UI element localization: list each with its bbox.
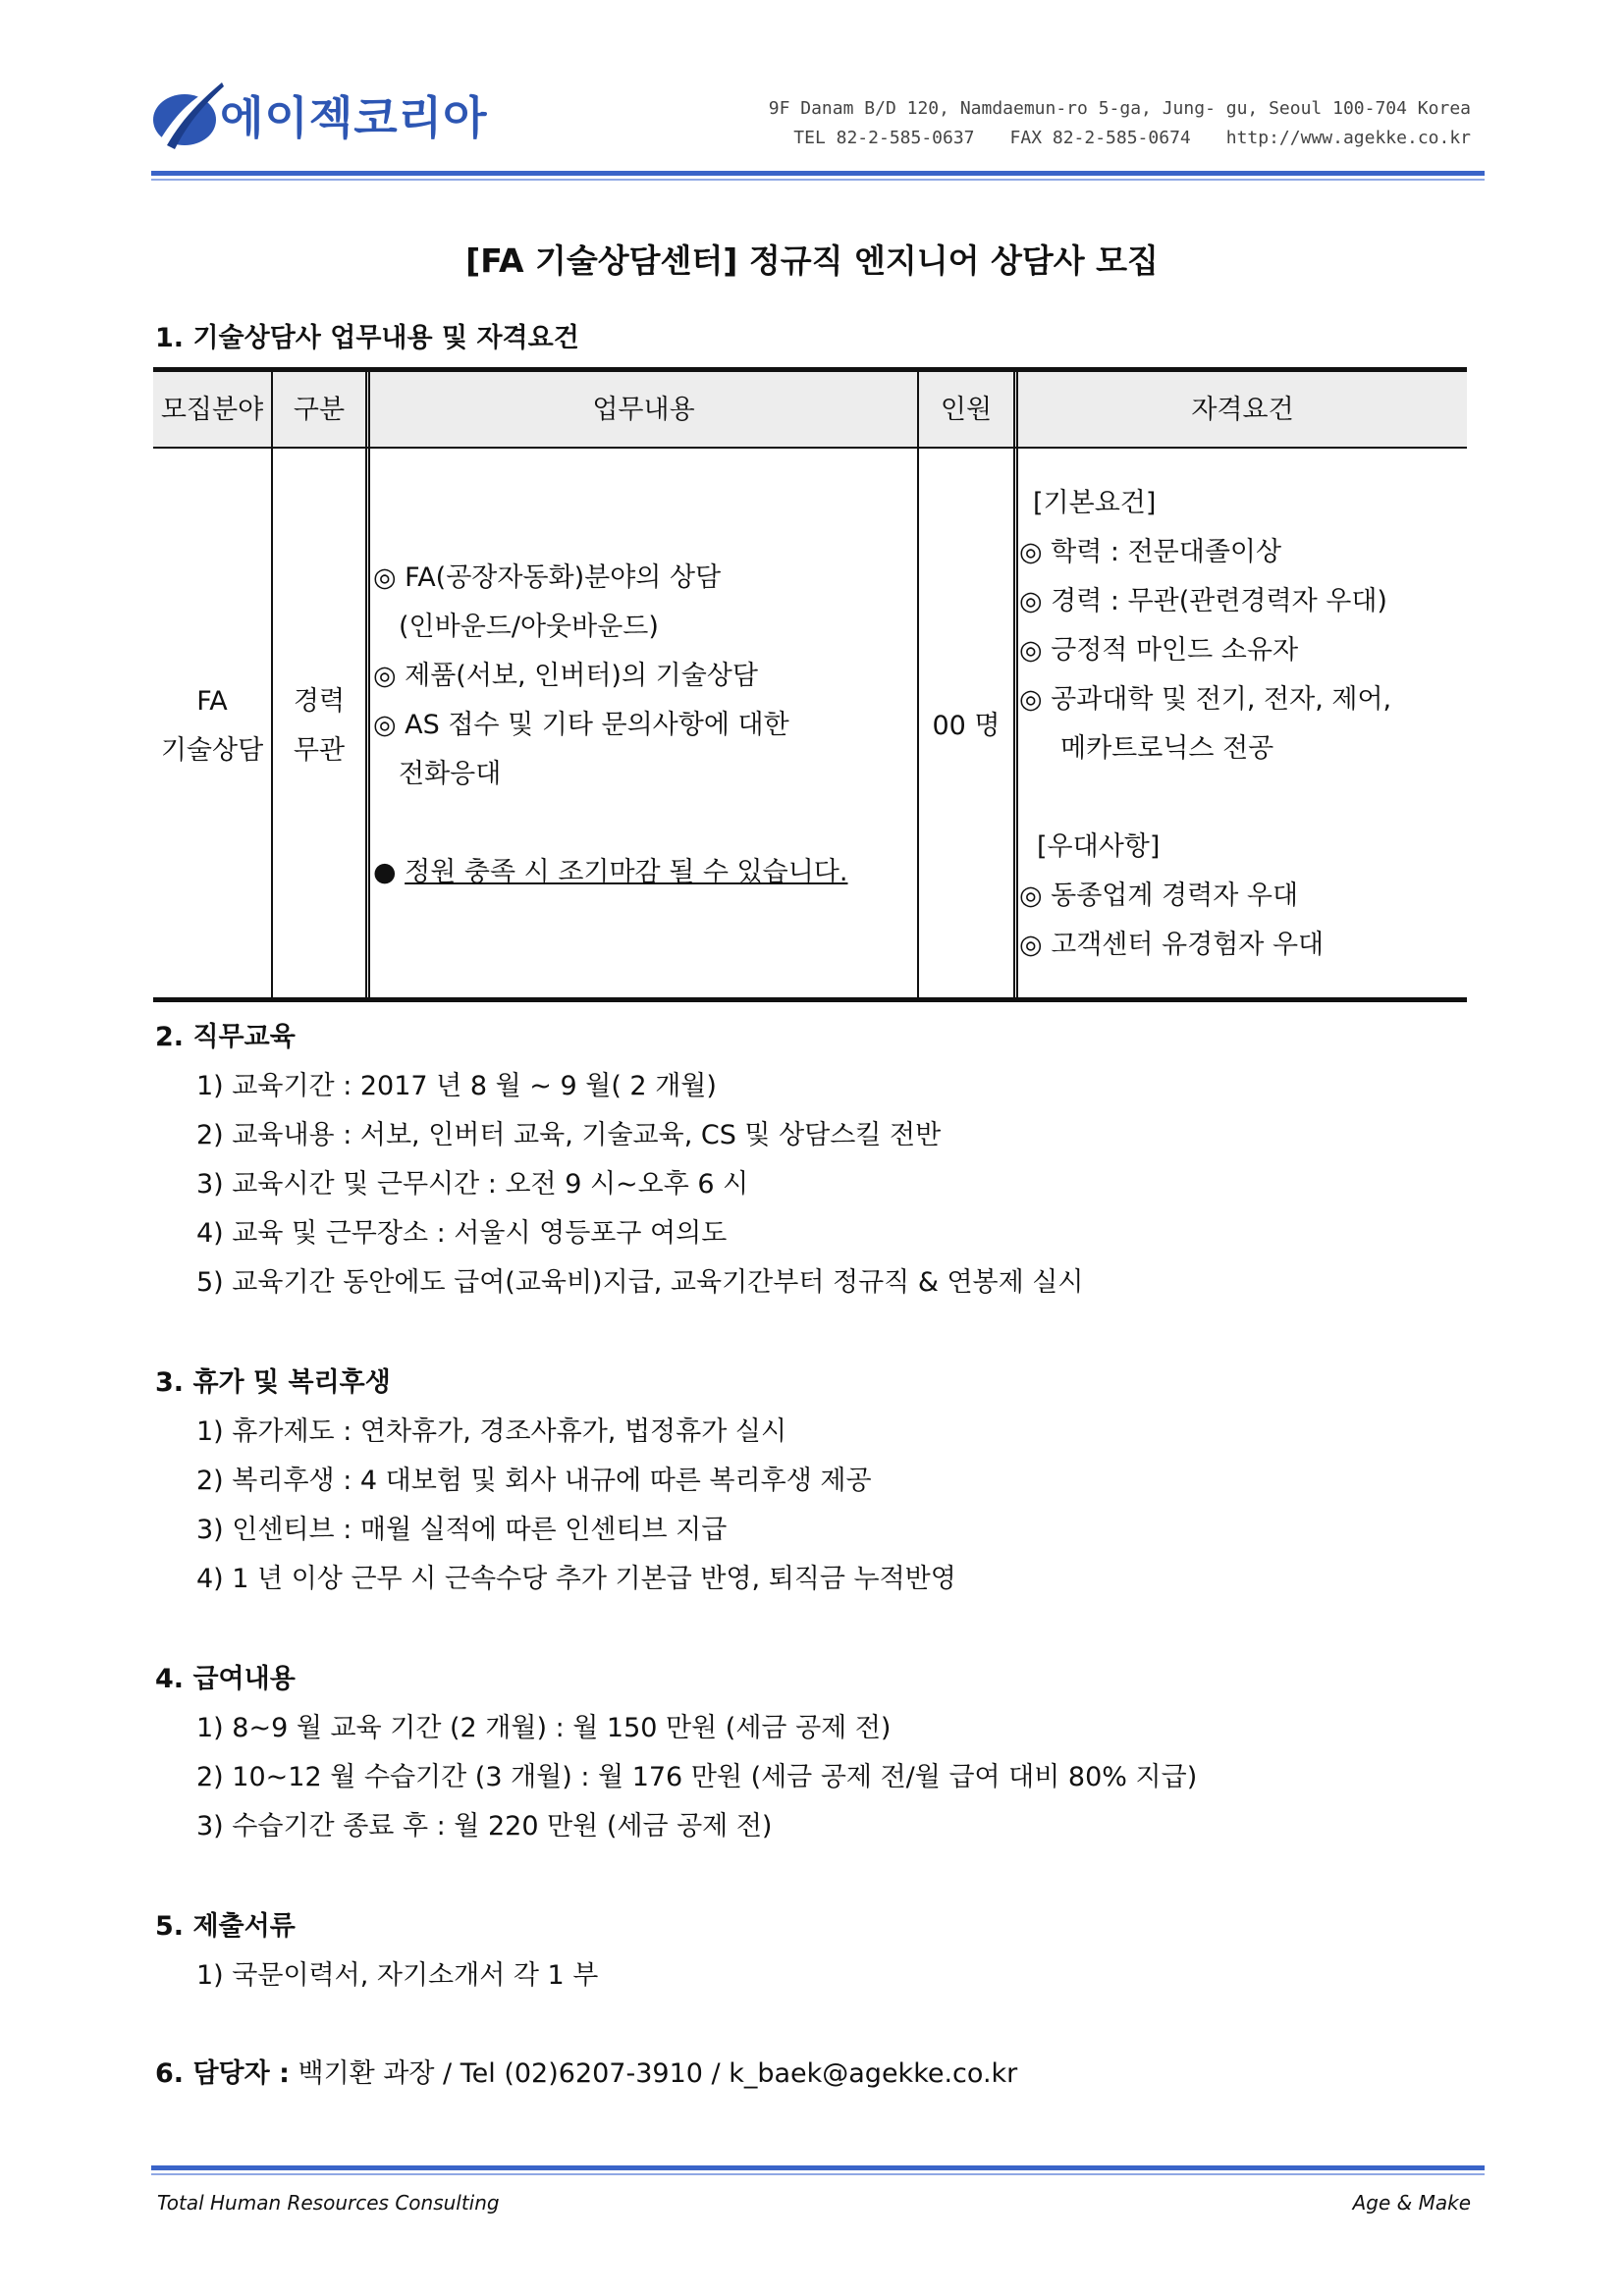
company-logo-mark [145,77,224,155]
duty-line: ◎ AS 접수 및 기타 문의사항에 대한 [373,710,789,740]
duty-line: ◎ 제품(서보, 인버터)의 기술상담 [373,661,758,691]
section5-heading: 5. 제출서류 [155,1911,296,1942]
section2-heading: 2. 직무교육 [155,1022,296,1052]
req-line: ◎ 긍정적 마인드 소유자 [1019,635,1299,666]
category-line: 무관 [293,735,346,766]
company-name: 에이젝코리아 [220,91,488,144]
pref-line: ◎ 동종업계 경력자 우대 [1019,881,1299,911]
col-header-headcount: 인원 [940,395,993,425]
list-item: 2) 10~12 월 수습기간 (3 개월) : 월 176 만원 (세금 공제 전/월 급여 대비 80% 지급) [196,1762,1198,1792]
contact-details: 백기환 과장 / Tel (02)6207-3910 / k_baek@agekke.co.kr [298,2058,1018,2089]
duty-line: ◎ FA(공장자동화)분야의 상담 [373,562,722,593]
list-item: 1) 휴가제도 : 연차휴가, 경조사휴가, 법정휴가 실시 [196,1416,787,1447]
cell-headcount: 00 명 [932,711,1001,741]
cell-requirements [1019,479,1465,970]
req-line: ◎ 공과대학 및 전기, 전자, 제어, [1019,684,1392,715]
list-item: 1) 교육기간 : 2017 년 8 월 ~ 9 월( 2 개월) [196,1071,717,1101]
list-item: 2) 교육내용 : 서보, 인버터 교육, 기술교육, CS 및 상담스킬 전반 [196,1120,942,1150]
table-bottom-border [153,997,1467,1002]
pref-heading: [우대사항] [1037,831,1161,862]
footer-rule-thin [151,2173,1485,2175]
contact-line [155,2052,1017,2090]
list-item: 5) 교육기간 동안에도 급여(교육비)지급, 교육기간부터 정규직 & 연봉제 실시 [196,1267,1084,1298]
header-rule-thin [151,179,1485,181]
field-line: 기술상담 [160,735,264,766]
list-item: 3) 교육시간 및 근무시간 : 오전 9 시~오후 6 시 [196,1169,749,1200]
section6-heading: 6. 담당자 : [155,2058,290,2089]
pref-line: ◎ 고객센터 유경험자 우대 [1019,930,1325,960]
section3-heading: 3. 휴가 및 복리후생 [155,1367,391,1398]
col-header-requirements: 자격요건 [1191,395,1294,425]
closing-note-text: 정원 충족 시 조기마감 될 수 있습니다. [405,857,848,887]
duty-line: (인바운드/아웃바운드) [399,612,659,642]
list-item: 4) 교육 및 근무장소 : 서울시 영등포구 여의도 [196,1218,728,1249]
website-link[interactable]: http://www.agekke.co.kr [1225,128,1471,148]
list-item: 3) 인센티브 : 매월 실적에 따른 인센티브 지급 [196,1515,728,1545]
list-item: 2) 복리후생 : 4 대보험 및 회사 내규에 따른 복리후생 제공 [196,1466,872,1496]
address-line: 9F Danam B/D 120, Namdaemun-ro 5-ga, Jung- gu, Seoul 100-704 Korea [768,98,1471,119]
closing-note [373,848,915,897]
fax-number: FAX 82-2-585-0674 [1009,128,1191,148]
col-header-duties: 업무내용 [592,395,695,425]
list-item: 4) 1 년 이상 근무 시 근속수당 추가 기본급 반영, 퇴직금 누적반영 [196,1564,956,1594]
field-line: FA [196,686,228,717]
page-title: [FA 기술상담센터] 정규직 엔지니어 상담사 모집 [465,241,1159,280]
list-item: 1) 8~9 월 교육 기간 (2 개월) : 월 150 만원 (세금 공제 전) [196,1713,892,1743]
table-col-divider [1013,372,1015,997]
category-line: 경력 [293,686,346,717]
cell-duties [373,554,915,897]
col-header-category: 구분 [293,395,346,425]
tel-number: TEL 82-2-585-0637 [793,128,975,148]
duty-line: 전화응대 [399,759,502,789]
basic-req-heading: [기본요건] [1033,488,1157,518]
table-col-divider [917,372,919,997]
bullet-icon: ● [373,857,397,887]
list-item: 1) 국문이력서, 자기소개서 각 1 부 [196,1960,599,1991]
req-line: 메카트로닉스 전공 [1060,733,1274,764]
req-line: ◎ 경력 : 무관(관련경력자 우대) [1019,586,1387,616]
cell-category [273,677,365,775]
table-col-divider [365,372,367,997]
req-line: ◎ 학력 : 전문대졸이상 [1019,537,1282,567]
cell-field [153,677,271,775]
footer-left-text: Total Human Resources Consulting [157,2191,500,2215]
footer-right-text: Age & Make [1352,2191,1471,2215]
company-address-block [758,94,1471,153]
header-rule [151,171,1485,176]
list-item: 3) 수습기간 종료 후 : 월 220 만원 (세금 공제 전) [196,1811,773,1842]
footer-rule [151,2165,1485,2170]
col-header-field: 모집분야 [160,395,264,425]
section4-heading: 4. 급여내용 [155,1664,296,1694]
section1-heading: 1. 기술상담사 업무내용 및 자격요건 [155,323,579,353]
